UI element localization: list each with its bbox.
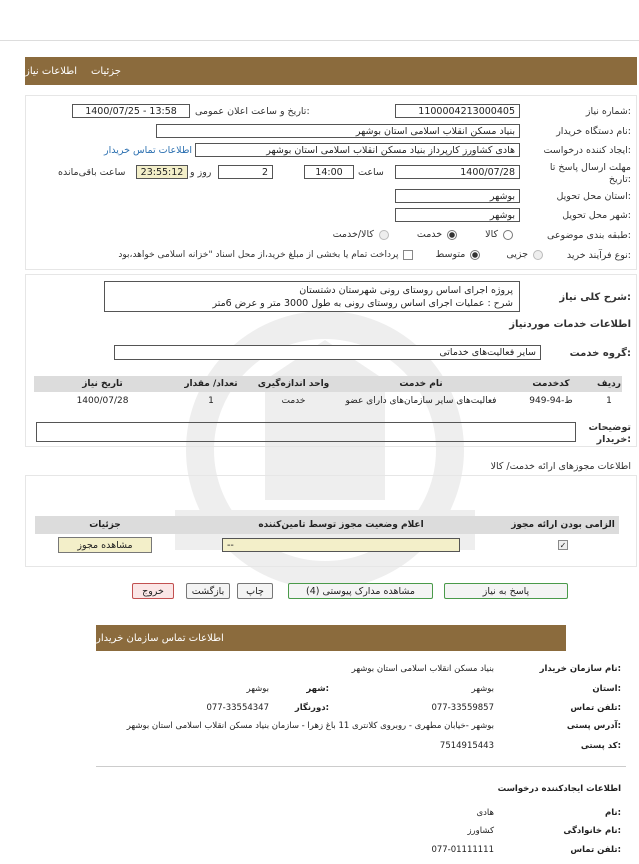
services-table — [34, 376, 622, 410]
category-both-label: کالا/خدمت — [332, 229, 374, 240]
col-code: کدخدمت — [506, 376, 596, 392]
permits-title: اطلاعات مجوزهای ارائه خدمت/ کالا — [490, 461, 631, 472]
permit-status-field: -- — [222, 538, 460, 552]
postal-value: 7514915443 — [439, 741, 494, 751]
postal-label: کد پستی: — [580, 741, 621, 751]
contact-header — [96, 625, 566, 651]
header-tab-details[interactable]: جزئیات — [91, 65, 121, 77]
required-checkbox: ✓ — [559, 540, 567, 550]
province-field: بوشهر — [395, 189, 520, 203]
contact-city-label: شهر: — [306, 684, 329, 694]
summary-line-1: پروژه اجرای اساس روستای رونی شهرستان دشتستان — [299, 285, 513, 296]
announce-label: تاریخ و ساعت اعلان عمومی: — [195, 106, 310, 117]
page-header — [25, 57, 637, 85]
header-tab-need-info[interactable]: اطلاعات نیاز — [25, 65, 77, 77]
process-options — [118, 249, 543, 260]
category-goods-label: کالا — [485, 229, 498, 240]
cell-date: 1400/07/28 — [76, 396, 129, 406]
buyer-contact-link[interactable]: اطلاعات تماس خریدار — [104, 145, 193, 156]
table-row — [35, 534, 619, 556]
deadline-time-field: 14:00 — [304, 165, 354, 179]
province-label: استان محل تحویل: — [556, 191, 631, 202]
process-label: نوع فرآیند خرید: — [566, 250, 631, 261]
remaining-label: ساعت باقی‌مانده — [58, 167, 126, 178]
service-group-label: گروه خدمت: — [569, 348, 631, 359]
payment-note: پرداخت تمام یا بخشی از مبلغ خرید،از محل اسناد "خزانه اسلامی خواهد،بود — [118, 249, 399, 260]
contact-divider — [96, 766, 626, 767]
buyer-field: بنیاد مسکن انقلاب اسلامی استان بوشهر — [156, 124, 520, 138]
cell-qty: 1 — [208, 396, 214, 406]
address-label: آدرس پستی: — [566, 721, 621, 731]
back-button[interactable]: بازگشت — [186, 583, 230, 599]
need-number-field: 1100004213000405 — [395, 104, 520, 118]
deadline-date-field: 1400/07/28 — [395, 165, 520, 179]
phone-label: تلفن تماس: — [570, 703, 621, 713]
days-field: 2 — [218, 165, 273, 179]
col-status: اعلام وضعیت مجوز توسط تامین‌کننده — [175, 516, 507, 534]
summary-box — [104, 281, 520, 312]
creator-family-value: کشاورز — [467, 826, 494, 836]
address-value: بوشهر -خیابان مطهری - روبروی کلانتری 11 باغ زهرا - سازمان بنیاد مسکن انقلاب اسلامی استان بوشهر — [126, 721, 494, 731]
deadline-label: مهلت ارسال پاسخ تا تاریخ: — [549, 162, 631, 185]
org-label: نام سازمان خریدار: — [539, 664, 621, 674]
need-number-label: شماره نیاز: — [585, 106, 631, 117]
attachments-button[interactable]: مشاهده مدارک پیوستی (4) — [288, 583, 433, 599]
process-small-label: جزیی — [506, 249, 528, 260]
col-qty: تعداد/ مقدار — [171, 376, 251, 392]
col-row: ردیف — [596, 376, 622, 392]
cell-row: 1 — [606, 396, 612, 406]
services-title: اطلاعات خدمات موردنیاز — [509, 319, 631, 330]
fax-value: 077-33554347 — [206, 703, 269, 713]
org-value: بنیاد مسکن انقلاب اسلامی استان بوشهر — [351, 664, 494, 674]
category-service-radio[interactable] — [447, 230, 457, 240]
contact-city-value: بوشهر — [246, 684, 269, 694]
process-medium-label: متوسط — [435, 249, 466, 260]
cell-details — [35, 534, 175, 556]
category-options — [333, 229, 513, 240]
cell-status — [175, 534, 507, 556]
cell-unit: خدمت — [281, 396, 306, 406]
creator-label: ایجاد کننده درخواست: — [543, 145, 631, 156]
contact-province-label: استان: — [592, 684, 621, 694]
category-label: طبقه بندی موضوعی: — [546, 230, 631, 241]
cell-name: فعالیت‌های سایر سازمان‌های دارای عضو — [345, 396, 497, 406]
contact-title: اطلاعات تماس سازمان خریدار — [96, 632, 224, 644]
col-details: جزئیات — [35, 516, 175, 534]
city-label: شهر محل تحویل: — [562, 210, 631, 221]
creator-phone-label: تلفن تماس: — [570, 845, 621, 855]
creator-name-label: نام: — [604, 808, 621, 818]
process-medium-radio[interactable] — [470, 250, 480, 260]
permits-table — [35, 516, 619, 556]
announce-field: 1400/07/25 - 13:58 — [72, 104, 190, 118]
deadline-time-label: ساعت — [358, 167, 384, 178]
cell-code: ط-94-949 — [529, 396, 573, 406]
creator-name-value: هادی — [476, 808, 494, 818]
category-service-label: خدمت — [416, 229, 443, 240]
reply-button[interactable]: پاسخ به نیاز — [444, 583, 568, 599]
city-field: بوشهر — [395, 208, 520, 222]
treasury-checkbox[interactable] — [403, 250, 413, 260]
category-goods-radio[interactable] — [503, 230, 513, 240]
summary-label: شرح کلی نیاز: — [559, 292, 631, 303]
fax-label: دورنگار: — [294, 703, 329, 713]
contact-province-value: بوشهر — [471, 684, 494, 694]
service-group-field: سایر فعالیت‌های خدماتی — [114, 345, 541, 360]
col-name: نام خدمت — [336, 376, 506, 392]
process-small-radio[interactable] — [533, 250, 543, 260]
days-label: روز و — [190, 167, 212, 178]
summary-line-2: شرح : عملیات اجرای اساس روستای رونی به طول 3000 متر و عرض 6متر — [212, 298, 513, 309]
creator-field: هادی کشاورز کارپرداز بنیاد مسکن انقلاب اسلامی استان بوشهر — [195, 143, 520, 157]
col-required: الزامی بودن ارائه مجوز — [507, 516, 619, 534]
remaining-time-field: 23:55:12 — [136, 165, 188, 179]
col-date: تاریخ نیاز — [34, 376, 171, 392]
creator-family-label: نام خانوادگی: — [563, 826, 621, 836]
category-both-radio[interactable] — [379, 230, 389, 240]
buyer-notes-label: توضیحات خریدار: — [588, 422, 631, 445]
cell-required — [507, 534, 619, 556]
table-row — [34, 392, 622, 410]
creator-info-title: اطلاعات ایجادکننده درخواست — [497, 784, 621, 794]
exit-button[interactable]: خروج — [132, 583, 174, 599]
creator-phone-value: 077-01111111 — [431, 845, 494, 855]
phone-value: 077-33559857 — [431, 703, 494, 713]
buyer-notes-box — [36, 422, 576, 442]
top-divider — [0, 40, 639, 41]
col-unit: واحد اندازه‌گیری — [251, 376, 336, 392]
print-button[interactable]: چاپ — [237, 583, 273, 599]
view-permit-button[interactable]: مشاهده مجوز — [58, 537, 152, 553]
buyer-label: نام دستگاه خریدار: — [556, 126, 631, 137]
